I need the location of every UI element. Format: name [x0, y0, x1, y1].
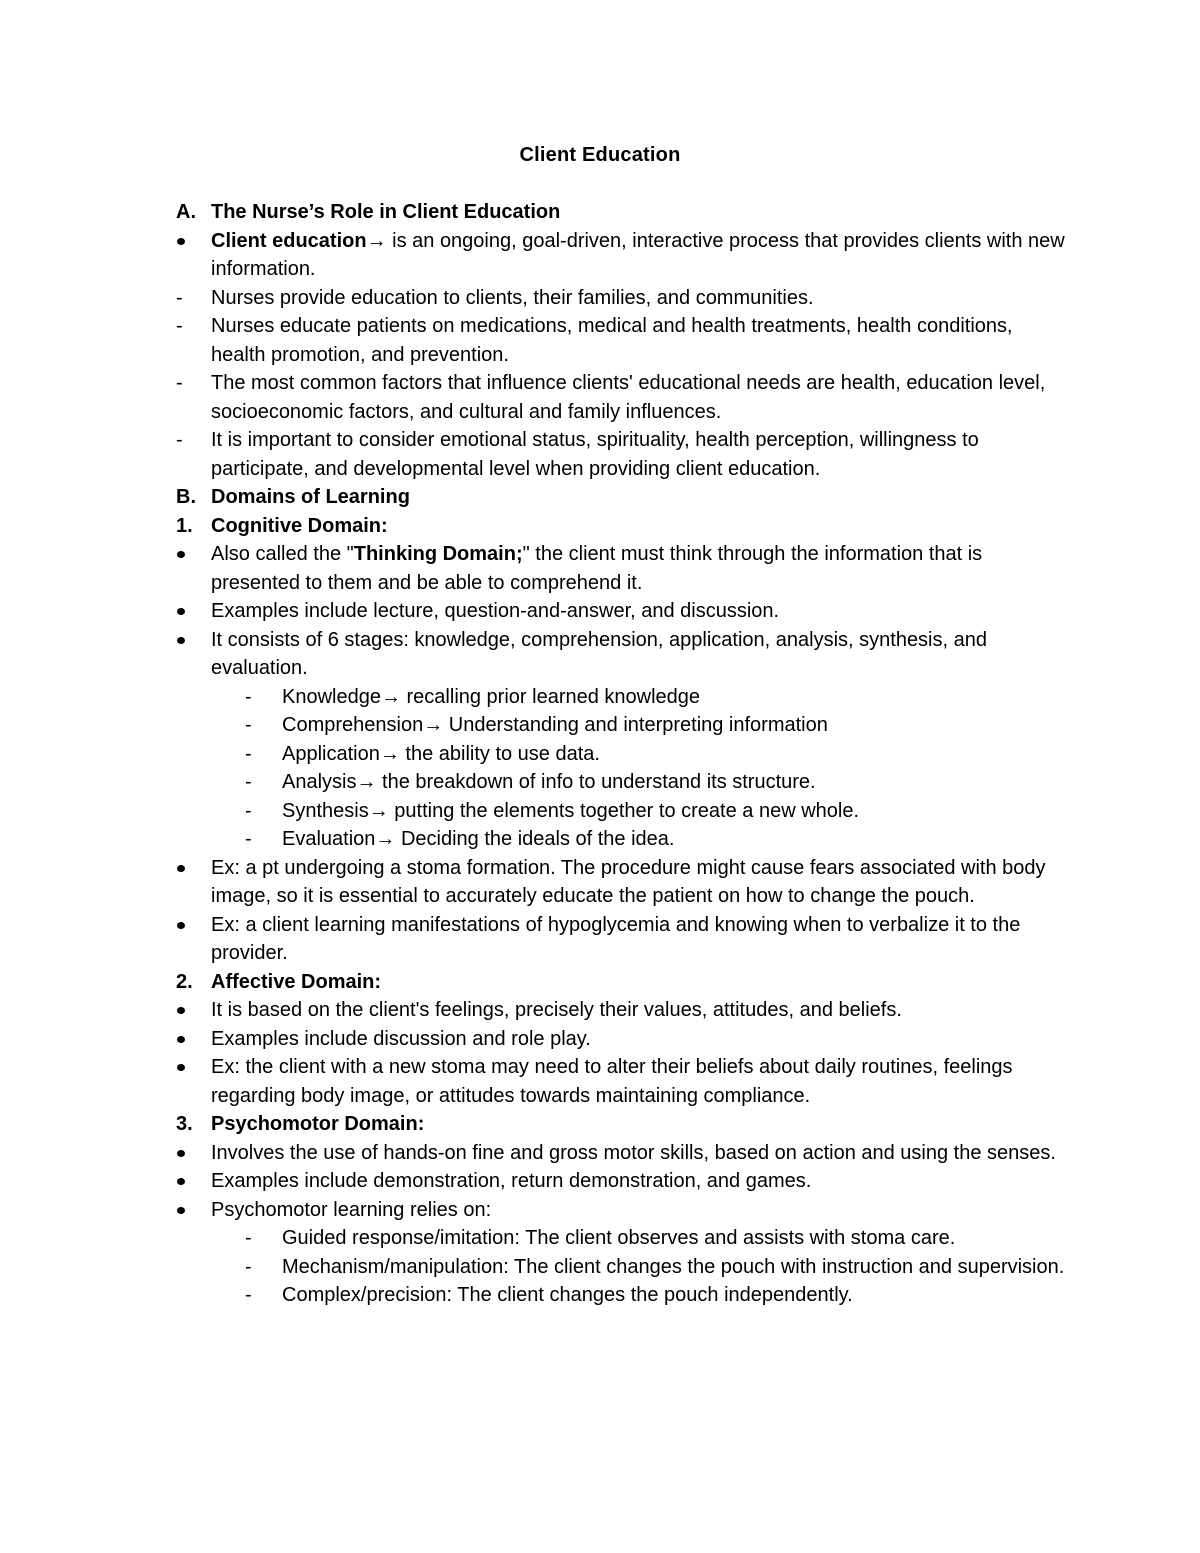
- list-text: Examples include discussion and role play.: [211, 1027, 591, 1050]
- list-item: [0, 626, 1071, 683]
- list-item: [0, 369, 1071, 426]
- section-marker: B.: [176, 486, 196, 508]
- list-text: Complex/precision: The client changes the pouch independently.: [282, 1284, 853, 1306]
- list-text: Examples include lecture, question-and-answer, and discussion.: [211, 600, 780, 622]
- list-text: Also called the ": [211, 543, 354, 565]
- dash-marker: -: [245, 799, 252, 822]
- sub-list-item: [0, 797, 1072, 826]
- list-item: [0, 312, 1071, 369]
- list-text: Mechanism/manipulation: The client changes the pouch with instruction and supervision.: [282, 1255, 1065, 1278]
- section-marker: A.: [176, 201, 196, 223]
- list-text: The most common factors that influence clients' educational needs are health, education level, socioeconomic factors, and cultural and family influences.: [211, 372, 1046, 423]
- numbered-marker: 2.: [176, 970, 193, 993]
- list-text: " the client must think through the information that is presented to them and be able to comprehend it.: [211, 543, 983, 594]
- section-heading-b: [0, 483, 1071, 512]
- sub-list-item: [0, 1253, 1072, 1282]
- list-text: Examples include demonstration, return demonstration, and games.: [211, 1170, 812, 1192]
- bullet-icon: [177, 1207, 185, 1214]
- bullet-icon: [177, 608, 185, 615]
- list-text: It is important to consider emotional status, spirituality, health perception, willingness to participate, and developmental level when providing client education.: [211, 429, 979, 480]
- list-text: Evaluation→ Deciding the ideals of the idea.: [282, 828, 675, 850]
- list-text: Nurses provide education to clients, their families, and communities.: [211, 286, 814, 309]
- list-item: [0, 996, 1071, 1025]
- sub-list-item: [0, 768, 1072, 797]
- list-text: Nurses educate patients on medications, medical and health treatments, health conditions, health promotion, and prevention.: [211, 315, 1013, 366]
- bullet-icon: [177, 1150, 185, 1157]
- sub-list-item: [0, 740, 1072, 769]
- list-item: [0, 911, 1071, 968]
- term: Client education→: [211, 229, 387, 252]
- list-text: Involves the use of hands-on fine and gross motor skills, based on action and using the senses.: [211, 1141, 1056, 1164]
- dash-marker: -: [245, 1227, 252, 1249]
- list-item: [0, 854, 1071, 911]
- list-item: [0, 426, 1071, 483]
- list-text: It consists of 6 stages: knowledge, comprehension, application, analysis, synthesis, and evaluation.: [211, 628, 987, 679]
- section-title: Domains of Learning: [211, 486, 410, 508]
- dash-marker: -: [245, 1284, 252, 1306]
- list-item: [0, 540, 1071, 597]
- bullet-icon: [177, 238, 185, 245]
- dash-marker: -: [245, 714, 252, 736]
- list-text: Analysis→ the breakdown of info to understand its structure.: [282, 771, 816, 793]
- bullet-icon: [177, 922, 185, 929]
- list-item: [0, 284, 1071, 313]
- subsection-title: Cognitive Domain:: [211, 514, 388, 537]
- list-text: Ex: the client with a new stoma may need to alter their beliefs about daily routines, feelings regarding body image, or attitudes towards maintaining compliance.: [211, 1056, 1013, 1107]
- document-body: [0, 198, 1200, 1310]
- psychomotor-domain-heading: [0, 1110, 1071, 1139]
- dash-marker: -: [245, 685, 252, 708]
- bold-term: Thinking Domain;: [353, 543, 523, 565]
- dash-marker: -: [245, 771, 252, 793]
- sub-list-item: [0, 683, 1072, 712]
- subsection-title: Psychomotor Domain:: [211, 1113, 425, 1135]
- list-item: [0, 1053, 1071, 1110]
- dash-marker: -: [245, 742, 252, 765]
- sub-list-item: [0, 711, 1072, 740]
- subsection-title: Affective Domain:: [211, 970, 382, 993]
- list-item: [0, 1167, 1071, 1196]
- sub-list-item: [0, 1224, 1072, 1253]
- bullet-icon: [177, 1064, 185, 1071]
- sub-list-item: [0, 825, 1072, 854]
- list-text: Knowledge→ recalling prior learned knowledge: [282, 685, 701, 708]
- cognitive-domain-heading: [0, 512, 1071, 541]
- bullet-icon: [177, 1178, 185, 1185]
- bullet-icon: [177, 1036, 185, 1043]
- dash-marker: -: [176, 286, 183, 309]
- list-text: Application→ the ability to use data.: [282, 742, 600, 765]
- dash-marker: -: [176, 315, 183, 337]
- list-text: It is based on the client's feelings, precisely their values, attitudes, and beliefs.: [211, 999, 902, 1021]
- list-text: Ex: a pt undergoing a stoma formation. The procedure might cause fears associated with body image, so it is essential to accurately educate the patient on how to change the pouch.: [211, 856, 1046, 907]
- bullet-icon: [177, 1007, 185, 1014]
- numbered-marker: 3.: [176, 1113, 193, 1135]
- page-title: Client Education: [519, 144, 681, 166]
- section-title: The Nurse’s Role in Client Education: [211, 201, 561, 223]
- list-item: [0, 1139, 1071, 1168]
- bullet-icon: [177, 637, 185, 644]
- list-text: Ex: a client learning manifestations of hypoglycemia and knowing when to verbalize it to the provider.: [211, 913, 1021, 964]
- numbered-marker: 1.: [176, 514, 193, 537]
- list-text: Synthesis→ putting the elements together to create a new whole.: [282, 799, 860, 822]
- dash-marker: -: [245, 1255, 252, 1278]
- section-heading-a: [0, 198, 1071, 227]
- list-item: [0, 227, 1071, 284]
- list-item: [0, 597, 1071, 626]
- affective-domain-heading: [0, 968, 1071, 997]
- dash-marker: -: [245, 828, 252, 850]
- list-text: Guided response/imitation: The client observes and assists with stoma care.: [282, 1227, 956, 1249]
- list-text: Psychomotor learning relies on:: [211, 1198, 492, 1221]
- definition: is an ongoing, goal-driven, interactive process that provides clients with new information.: [211, 229, 1065, 280]
- sub-list-item: [0, 1281, 1072, 1310]
- dash-marker: -: [176, 372, 183, 394]
- list-item: [0, 1196, 1071, 1225]
- dash-marker: -: [176, 429, 183, 451]
- list-item: [0, 1025, 1071, 1054]
- bullet-icon: [177, 865, 185, 872]
- bullet-icon: [177, 551, 185, 558]
- list-text: Comprehension→ Understanding and interpreting information: [282, 714, 828, 736]
